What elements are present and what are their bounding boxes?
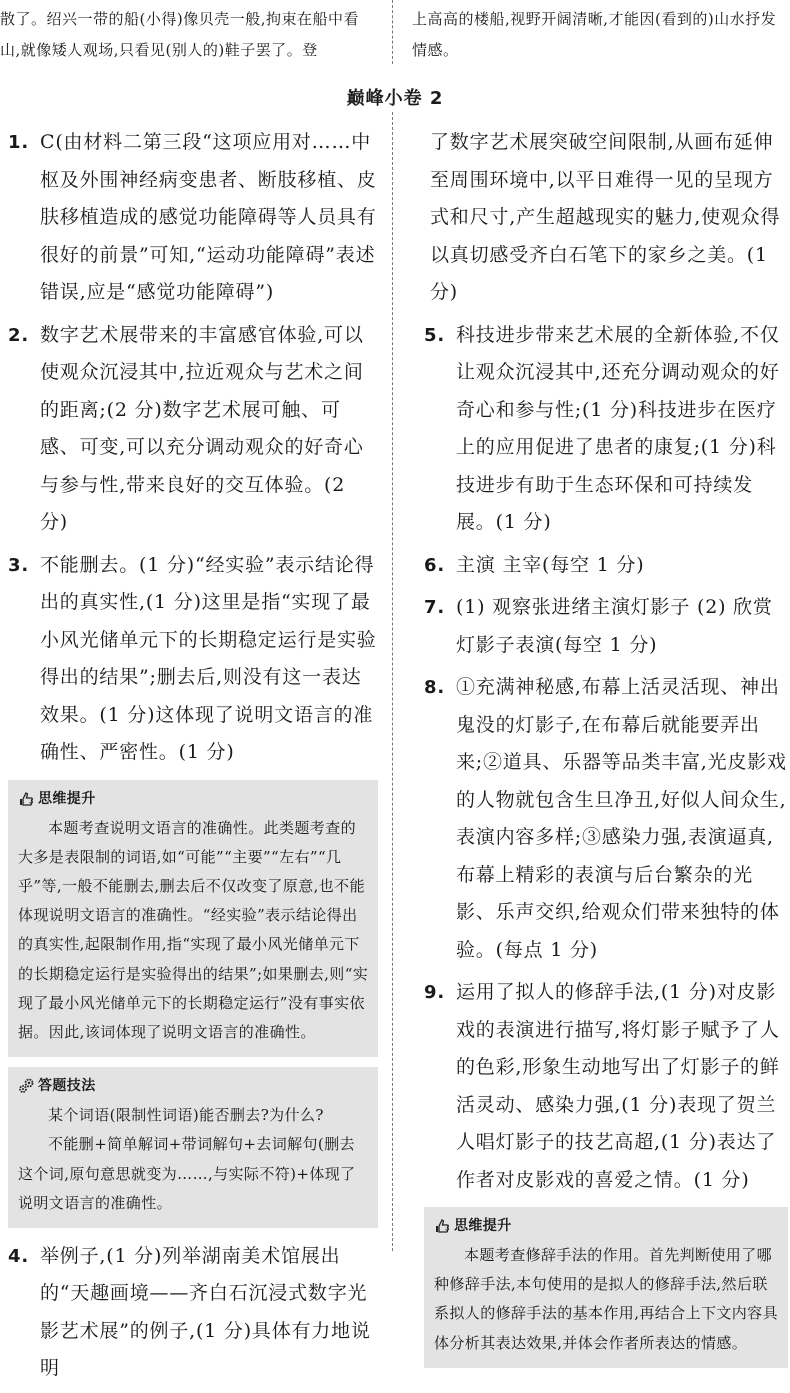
pointing-hand-icon xyxy=(18,791,34,807)
top-left-text: 散了。绍兴一带的船(小得)像贝壳一般,拘束在船中看山,就像矮人观场,只看见(别人的)鞋子罢了。登 xyxy=(0,10,359,59)
box-title-text: 思维提升 xyxy=(454,1218,512,1234)
answer-number: 4. xyxy=(8,1245,29,1267)
answer-text: 科技进步带来艺术展的全新体验,不仅让观众沉浸其中,还充分调动观众的好奇心和参与性;(1 分)科技进步在医疗上的应用促进了患者的康复;(1 分)科技进步有助于生态环保和可持续发展。(1 分) xyxy=(456,323,780,533)
answer-9 xyxy=(424,974,788,1199)
answer-number: 5. xyxy=(424,324,445,346)
answer-text: 主演 主宰(每空 1 分) xyxy=(456,553,645,576)
answer-text: 举例子,(1 分)列举湖南美术馆展出的“天趣画境——齐白石沉浸式数字光影艺术展”的例子,(1 分)具体有力地说明 xyxy=(40,1244,371,1380)
answer-number: 6. xyxy=(424,554,445,576)
box-title xyxy=(434,1211,780,1241)
answer-4 xyxy=(8,1238,378,1388)
top-right-text: 上高高的楼船,视野开阔清晰,才能因(看到的)山水抒发情感。 xyxy=(412,10,777,59)
answer-number: 3. xyxy=(8,554,29,576)
answer-1 xyxy=(8,124,378,312)
answer-7 xyxy=(424,589,788,664)
answer-number: 7. xyxy=(424,597,445,618)
answer-4-continued xyxy=(424,124,788,312)
right-column xyxy=(424,124,788,1378)
box-title-text: 思维提升 xyxy=(38,790,96,807)
answer-2 xyxy=(8,317,378,542)
answer-3 xyxy=(8,547,378,772)
box-title xyxy=(18,784,370,814)
left-column xyxy=(8,124,378,1393)
box-question: 某个词语(限制性词语)能否删去?为什么? xyxy=(48,1106,324,1125)
pointing-hand-icon xyxy=(434,1218,450,1234)
answer-number: 1. xyxy=(8,132,29,153)
thinking-box xyxy=(8,780,378,1058)
answer-5 xyxy=(424,317,788,542)
answer-text: 不能删去。(1 分)“经实验”表示结论得出的真实性,(1 分)这里是指“实现了最小风光储单元下的长期稳定运行是实验得出的结果”;删去后,则没有这一表达效果。(1 分)这体现了说明文语言的准确性、严密性。(1 分) xyxy=(40,553,377,763)
technique-box xyxy=(8,1067,378,1228)
answer-8 xyxy=(424,669,788,969)
box-text: 不能删+简单解词+带词解句+去词解句(删去这个词,原句意思就变为……,与实际不符)+体现了说明文语言的准确性。 xyxy=(18,1135,356,1212)
section-title: 巅峰小卷 2 xyxy=(346,88,444,109)
box-text: 本题考查修辞手法的作用。首先判断使用了哪种修辞手法,本句使用的是拟人的修辞手法,然后联系拟人的修辞手法的基本作用,再结合上下文内容具体分析其表达效果,并体会作者所表达的情感。 xyxy=(434,1246,778,1352)
answer-number: 9. xyxy=(424,982,445,1003)
column-divider xyxy=(392,112,393,1251)
top-column-divider xyxy=(392,0,393,64)
answer-text: C(由材料二第三段“这项应用对……中枢及外围神经病变患者、断肢移植、皮肤移植造成的感觉功能障碍等人员具有很好的前景”可知,“运动功能障碍”表述错误,应是“感觉功能障碍”) xyxy=(40,131,377,303)
box-title xyxy=(18,1071,370,1101)
answer-text: 运用了拟人的修辞手法,(1 分)对皮影戏的表演进行描写,将灯影子赋予了人的色彩,形象生动地写出了灯影子的鲜活灵动、感染力强,(1 分)表现了贺兰人唱灯影子的技艺高超,(1 分)表达了作者对皮影戏的喜爱之情。(1 分) xyxy=(456,981,780,1191)
answer-number: 8. xyxy=(424,677,445,698)
box-title-text: 答题技法 xyxy=(38,1078,96,1095)
answer-text: (1) 观察张进绪主演灯影子 (2) 欣赏灯影子表演(每空 1 分) xyxy=(456,596,773,656)
thinking-box xyxy=(424,1207,788,1368)
answer-number: 2. xyxy=(8,324,29,346)
box-text: 本题考查说明文语言的准确性。此类题考查的大多是表限制的词语,如“可能”“主要”“左右”“几乎”等,一般不能删去,删去后不仅改变了原意,也不能体现说明文语言的准确性。“经实验”表示结论得出的真实性,起限制作用,指“实现了最小风光储单元下的长期稳定运行是实验得出的结果”;如果删去,则“实现了最小风光储单元下的长期稳定运行”没有事实依据。因此,该词体现了说明文语言的准确性。 xyxy=(18,818,369,1041)
answer-6 xyxy=(424,547,788,585)
answer-text: 数字艺术展带来的丰富感官体验,可以使观众沉浸其中,拉近观众与艺术之间的距离;(2 分)数字艺术展可触、可感、可变,可以充分调动观众的好奇心与参与性,带来良好的交互体验。(2 分) xyxy=(40,323,364,533)
gears-icon xyxy=(18,1078,34,1094)
answer-text: 了数字艺术展突破空间限制,从画布延伸至周围环境中,以平日难得一见的呈现方式和尺寸,产生超越现实的魅力,使观众得以真切感受齐白石笔下的家乡之美。(1 分) xyxy=(430,131,781,303)
answer-text: ①充满神秘感,布幕上活灵活现、神出鬼没的灯影子,在布幕后就能要弄出来;②道具、乐器等品类丰富,光皮影戏的人物就包含生旦净丑,好似人间众生,表演内容多样;③感染力强,表演逼真,布幕上精彩的表演与后台繁杂的光影、乐声交织,给观众们带来独特的体验。(每点 1 分) xyxy=(456,676,787,961)
